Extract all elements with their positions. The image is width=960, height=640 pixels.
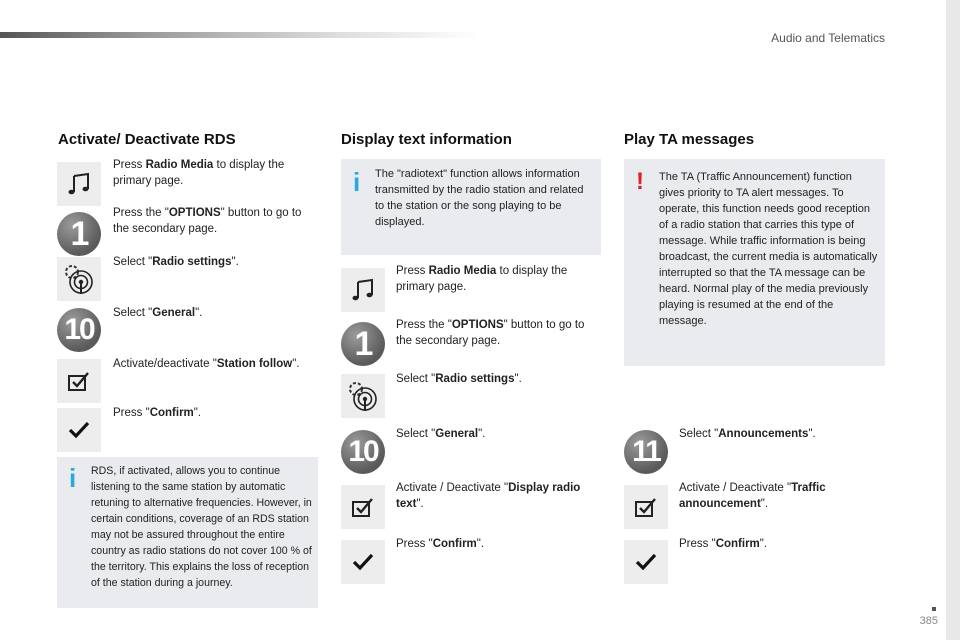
step-badge-10: 10 [57,308,101,352]
checkbox-edit-icon [624,485,668,529]
music-note-icon [341,268,385,312]
info-icon: i [353,167,361,197]
ta-warning-text: The TA (Traffic Announcement) function gives priority to TA alert messages. To operate, this function needs good reception of a radio station that carries this type of message. While traffic information is being broadcast, the current media is automatically interrupted so that the TA message can be heard. Normal play of the media previously playing is resumed at the end of the message. [659,171,878,327]
checkbox-edit-icon [341,485,385,529]
col2-step-3: Select "Radio settings". [396,373,522,385]
col2-step-1: Press Radio Media to display the primary page. [396,265,568,293]
info-icon: i [69,463,77,493]
page-edge-bar [946,0,960,640]
col1-step-6: Press "Confirm". [113,407,202,419]
rds-info-note [57,457,318,608]
checkbox-edit-icon [57,359,101,403]
col1-step-5: Activate/deactivate "Station follow". [113,358,300,370]
checkmark-icon [624,540,668,584]
col2-step-6: Press "Confirm". [396,538,485,550]
radiotext-info-text: The "radiotext" function allows information transmitted by the radio station and related to the station or the song playing to be displayed. [375,168,584,228]
section-title: Audio and Telematics [771,31,885,45]
col2-step-5: Activate / Deactivate "Display radio text". [396,482,581,510]
page-number: 385 [919,615,938,627]
col2-title: Display text information [341,131,512,148]
step-badge-11: 11 [624,430,668,474]
col3-step-3: Press "Confirm". [679,538,768,550]
col2-step-2: Press the "OPTIONS" button to go to the secondary page. [396,319,585,347]
ta-warning-note [624,159,885,366]
checkmark-icon [341,540,385,584]
col3-title: Play TA messages [624,131,755,148]
col1-step-3: Select "Radio settings". [113,256,239,268]
rds-info-text: RDS, if activated, allows you to continue listening to the same station by automatic retuning to alternative frequencies. However, in certain conditions, coverage of an RDS station may not be assured throughout the entire country as radio stations do not cover 100 % of the territory. This explains the loss of reception of the station during a journey. [91,465,312,589]
col1-step-2: Press the "OPTIONS" button to go to the secondary page. [113,207,302,235]
radio-settings-icon [341,374,385,418]
col1-step-4: Select "General". [113,307,203,319]
radiotext-info-note [341,159,601,255]
page-dot [932,607,936,611]
header-rule [0,32,480,38]
col3-step-2: Activate / Deactivate "Traffic announcement". [679,482,826,510]
col1-title: Activate/ Deactivate RDS [58,131,236,148]
col1-step-1: Press Radio Media to display the primary page. [113,159,285,187]
checkmark-icon [57,408,101,452]
col2-step-4: Select "General". [396,428,486,440]
radio-settings-icon [57,257,101,301]
step-badge-1: 1 [57,212,101,256]
music-note-icon [57,162,101,206]
warning-icon: ! [636,168,644,195]
col3-step-1: Select "Announcements". [679,428,816,440]
step-badge-10: 10 [341,430,385,474]
step-badge-1: 1 [341,322,385,366]
